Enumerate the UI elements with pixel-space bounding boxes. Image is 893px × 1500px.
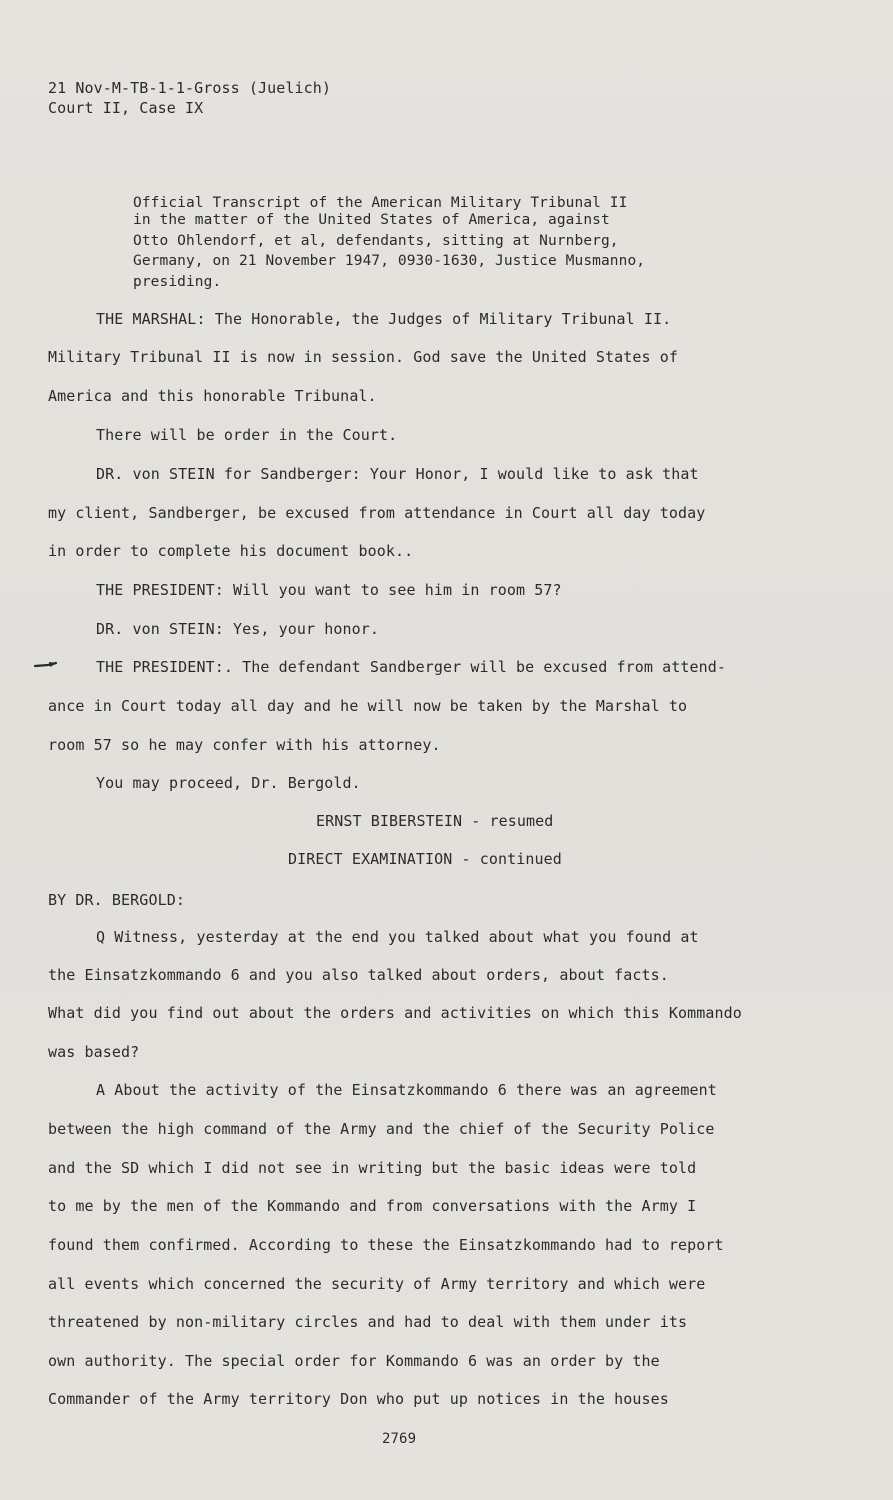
body-line: What did you find out about the orders and activities on which this Kommando [48,1004,742,1022]
body-line: own authority. The special order for Kommando 6 was an order by the [48,1352,660,1370]
body-line: THE MARSHAL: The Honorable, the Judges of Military Tribunal II. [96,310,672,328]
caption-line: presiding. [133,274,222,290]
body-line: There will be order in the Court. [96,426,398,444]
body-line: and the SD which I did not see in writing but the basic ideas were told [48,1159,697,1177]
caption-line: Germany, on 21 November 1947, 0930-1630, Justice Musmanno, [133,253,646,269]
caption-line: Otto Ohlendorf, et al, defendants, sitting at Nurnberg, [133,233,619,249]
body-line: THE PRESIDENT: Will you want to see him in room 57? [96,581,562,599]
body-line: ance in Court today all day and he will now be taken by the Marshal to [48,697,688,715]
header-court: Court II, Case IX [48,99,204,117]
body-line: between the high command of the Army and the chief of the Security Police [48,1120,715,1138]
body-line: You may proceed, Dr. Bergold. [96,774,361,792]
body-line: DR. von STEIN for Sandberger: Your Honor, I would like to ask that [96,465,699,483]
body-line: Military Tribunal II is now in session. God save the United States of [48,348,679,366]
body-line: America and this honorable Tribunal. [48,387,377,405]
body-line: in order to complete his document book.. [48,542,414,560]
body-line: A About the activity of the Einsatzkommando 6 there was an agreement [96,1081,717,1099]
body-line: all events which concerned the security of Army territory and which were [48,1275,706,1293]
witness-heading: ERNST BIBERSTEIN - resumed [316,812,554,830]
examination-heading: DIRECT EXAMINATION - continued [288,850,562,868]
body-line: Q Witness, yesterday at the end you talked about what you found at [96,928,699,946]
margin-arrow-mark-icon [34,661,58,669]
caption-line: in the matter of the United States of America, against [133,212,610,228]
body-line: the Einsatzkommando 6 and you also talked about orders, about facts. [48,966,669,984]
body-line: room 57 so he may confer with his attorney. [48,736,441,754]
page-number: 2769 [382,1431,417,1447]
examiner-heading: BY DR. BERGOLD: [48,891,185,909]
header-reference: 21 Nov-M-TB-1-1-Gross (Juelich) [48,79,332,97]
body-line: my client, Sandberger, be excused from attendance in Court all day today [48,504,706,522]
body-line: was based? [48,1043,140,1061]
body-line: THE PRESIDENT:. The defendant Sandberger will be excused from attend- [96,658,727,676]
caption-line: Official Transcript of the American Military Tribunal II [133,195,628,211]
body-line: DR. von STEIN: Yes, your honor. [96,620,380,638]
body-line: Commander of the Army territory Don who put up notices in the houses [48,1390,669,1408]
body-line: found them confirmed. According to these the Einsatzkommando had to report [48,1236,724,1254]
body-line: threatened by non-military circles and had to deal with them under its [48,1313,688,1331]
body-line: to me by the men of the Kommando and from conversations with the Army I [48,1197,697,1215]
